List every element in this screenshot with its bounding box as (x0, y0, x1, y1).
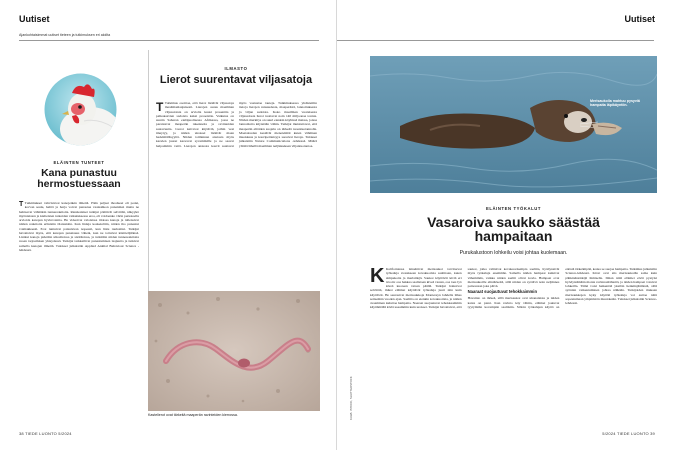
otter-subheading: Naaraat suojautuvat tehokkaimmin (467, 289, 538, 295)
worm-caption: Kastelierot ovat tärkeitä maaperän ravinteiden kierrossa. (148, 413, 238, 417)
chicken-kicker: ELÄINTEN TUNTEET (53, 160, 105, 165)
top-rule-right (337, 40, 654, 41)
column-divider (148, 50, 149, 310)
chicken-photo (44, 73, 117, 146)
chicken-headline: Kana punastuu hermostuessaan (37, 167, 121, 190)
folio-left: 38 TIEDE LUONTO 5/2024 (19, 431, 72, 436)
otter-body: K Kaliforniassa lainehtivat merisaukot tarvitsevat työkaluja avatakseen kovakuorisia saaliitaan, kuten simpukoita ja merisiilejä. Saukot käyttävät kiviä eri tavoin: osa hakkaa saalistaan kiveä vasten, osa taas lyö kiveä kuoreen vatsan päällä. Tutkijat halusivat selvittää, miksi eläimet käyttävät työkaluja juuri niin kuin käyttävät. He seurasivat merisaukkoja Montereyn lahdella lähes seitsemän vuoden ajan. Saaliita on etenkin kovakuorisia, ja niiden avaaminen kuluttaa hampaita. Naaraat suojautuvat tehokkaammin käyttämällä kiviä useammin kuin urokset. Tutkijat havaitsivat, että saukot, jotka valitsivat kovakuorisempia saaliita, hyödynsivät myös työkaluja enemmän. Samalla niiden hampaat kuluivat vähemmän, vaikka niiden saaliit olivat kovia. Hampaat ovat merisaukoille elintärkeitä, sillä niiden on syötävä noin neljännes painostaan joka päivä. Naaraat suojautuvat tehokkaimmin Havainto on tärkeä, sillä merisaukot ovat uhanalaisia ja niiden kanta on pieni. Kun ravinto käy vähiin, eläimet joutuvat tyytymään kovempiin saaliisiin. Silloin työkalujen käyttö on entistä tärkeämpää, koska se suojaa hampaita. Tutkimus julkaistiin Science-lehdessä. Kivet ovat siis merisaukoille sama kuin pähkinänsärkijä ihmiselle. Ilman niitä eläimet eivät pystyisi hyödyntämään monia ravinnonlähteitä, ja niiden hampaat voisivat lohkeilla. Tämä voisi heikentää yksilön henkiinjäämistä, sillä syönnin vaikeutuminen johtaa nälkään. Tutkijoiden mukaan merisaukkojen kyky käyttää työkaluja voi auttaa niitä sopeutumaan ympäristön muutoksiin. Tulokset julkaistiin Science-lehdessä. (370, 267, 657, 310)
folio-right: 5/2024 TIEDE LUONTO 39 (602, 431, 655, 436)
earthworm-photo (148, 291, 320, 411)
photo-credit: KUVA: ISTOCK, SHUTTERSTOCK (349, 376, 353, 420)
right-page (337, 0, 674, 450)
section-title-left: Uutiset (19, 14, 50, 24)
worm-kicker: ILMASTO (224, 66, 248, 71)
section-title-right: Uutiset (624, 14, 655, 24)
worm-body: T Tutkimus osoittaa, että lierot lisäävät viljasatoja maailmanlaajuisesti. Lierojen osuus maailman viljasatoista on arviolta kuusi prosenttia ja palkokasvien sadoista kaksi prosenttia. Vaikutus on suurin Saharan eteläpuolisessa Afrikassa, jossa ne parantavat maaperän rakennetta ja ravinteiden saatavuutta. Lierot kaivavat käytäviä, joihin vesi imeytyy, ja niiden ulosteet lisäävät maan hedelmällisyyttä. Niiden toiminnan ansiosta myös kasvien juuret kasvavat syvemmälle ja ne saavat helpommin vettä. Lierojen ansiosta kasvit saattavat myös vastustaa tauteja. Tutkimuksessa yhdistettiin tietoja lierojen runsaudesta, maaperästä, lannoituksesta ja viljan sadoista. Koko maailman vuotuisesta viljasadosta lierot tuottavat noin 140 miljoonaa tonnia. Niiden merkitys on suuri etenkin köyhissä maissa, joissa lannoitteita käytetään vähän. Tutkijat muistuttavat, että maaperän eliöiden suojelu on tärkeää ruoantuotannolle. Maatalouden kestävät menetelmät kuten vähäinen muokkaus ja kasvipeitteisyys suosivat lieroja. Tulokset julkaistiin Nature Communications -lehdessä. Määrä ylittää lähellä maailman neljänneksen viljantuotantoa. (156, 101, 317, 148)
top-rule-left (19, 40, 319, 41)
otter-body-text: Kaliforniassa lainehtivat merisaukot tarvitsevat työkaluja avatakseen kovakuorisia saaliitaan, kuten simpukoita ja merisiilejä. Saukot käyttävät kiviä eri tavoin: osa hakkaa saalistaan kiveä vasten, osa taas lyö kiveä kuoreen vatsan päällä. Tutkijat halusivat selvittää, miksi eläimet käyttävät työkaluja juuri niin kuin käyttävät. He seurasivat merisaukkoja Montereyn lahdella lähes seitsemän vuoden ajan. Saaliita on etenkin kovakuorisia, ja niiden avaaminen kuluttaa hampaita. Naaraat suojautuvat tehokkaammin käyttämällä kiviä useammin kuin urokset. Tutkijat havaitsivat, että saukot, jotka valitsivat kovakuorisempia saaliita, hyödynsivät myös työkaluja enemmän. Samalla niiden hampaat kuluivat vähemmän, vaikka niiden saaliit olivat kovia. Hampaat ovat merisaukoille elintärkeitä, sillä niiden on syötävä noin neljännes painostaan joka päivä. (370, 267, 560, 310)
left-page (0, 0, 336, 450)
sea-otter-photo (370, 56, 657, 193)
otter-standfirst: Purukalustoon lohkeilu voisi johtaa kuolemaan. (459, 250, 568, 256)
otter-image-caption: Merisaukolla mahtuu pysyviä hampaita läpikäyntiin. (590, 99, 640, 107)
worm-headline: Lierot suurentavat viljasatoja (159, 74, 313, 86)
otter-body-text-2: Havainto on tärkeä, sillä merisaukot ovat uhanalaisia ja niiden kanta on pieni. Kun ravinto käy vähiin, eläimet joutuvat tyytymään kovempiin saaliisiin. Silloin työkalujen käyttö on entistä tärkeämpää, koska se suojaa hampaita. Tutkimus julkaistiin Science-lehdessä. Kivet ovat siis merisaukoille sama kuin pähkinänsärkijä ihmiselle. Ilman niitä eläimet eivät pystyisi hyödyntämään monia ravinnonlähteitä, ja niiden hampaat voisivat lohkeilla. Tämä voisi heikentää yksilön henkiinjäämistä, sillä syönnin vaikeutuminen johtaa nälkään. Tutkijoiden mukaan merisaukkojen kyky käyttää työkaluja voi auttaa niitä sopeutumaan ympäristön muutoksiin. Tulokset julkaistiin Science-lehdessä. (467, 267, 657, 309)
chicken-body: T Tutkimukset vahvistavat kanojenkin ilmeitä. Pään paljaat ihoalueet eli poski, korvan seutu, helttä ja harja voivat punastua vaaleahkon punaisiksi mutta ne hehtaavat vähitäkin tunnereaktioita. Ranskalaiset tutkijat päättivät selvittää, näkyykö myönteisten ja kielteisten tunteiden vaikutuksessa eroa, eli voidaanko värin perusteella arvioida kanojen hyvinvointia. He videoivat valoisissa tiloissa kanoja ja tallensivat niiden reaktioita erilaisiin tilanteisiin. Kun lintuja kosketeltiin, niiden iho punastui voimakkaasti. Erot tuntuivat palautuvan nopeasti, kun lintu rauhoittui. Tutkijat havaitsivat myös, että kanojen punaisuus väheni, kun ne tottuivat käsittelijäänsä. Lisäksi kanoja pidettiin ulkotiloissa ja sisätiloissa, ja tutkittiin niiden tunnereaktioita ruoan tarjoamisen yhteydessä. Tutkijat tarkkailivat punastumisen laajuutta ja tutkivat samalla kanojen ilmeitä. Tulokset julkaistiin Applied Animal Behaviour Science -lehdessä. (19, 201, 139, 252)
chicken-body-text: Tutkimukset vahvistavat kanojenkin ilmeitä. Pään paljaat ihoalueet eli poski, korvan seutu, helttä ja harja voivat punastua vaaleahkon punaisiksi mutta ne hehtaavat vähitäkin tunnereaktioita. Ranskalaiset tutkijat päättivät selvittää, näkyykö myönteisten ja kielteisten tunteiden vaikutuksessa eroa, eli voidaanko värin perusteella arvioida kanojen hyvinvointia. He videoivat valoisissa tiloissa kanoja ja tallensivat niiden reaktioita erilaisiin tilanteisiin. Kun lintuja kosketeltiin, niiden iho punastui voimakkaasti. Erot tuntuivat palautuvan nopeasti, kun lintu rauhoittui. Tutkijat havaitsivat myös, että kanojen punaisuus väheni, kun ne tottuivat käsittelijäänsä. Lisäksi kanoja pidettiin ulkotiloissa ja sisätiloissa, ja tutkittiin niiden tunnereaktioita ruoan tarjoamisen yhteydessä. Tutkijat tarkkailivat punastumisen laajuutta ja tutkivat samalla kanojen ilmeitä. Tulokset julkaistiin Applied Animal Behaviour Science -lehdessä. (19, 201, 139, 252)
otter-headline: Vasaroiva saukko säästää hampaitaan (427, 214, 600, 245)
worm-body-text: Tutkimus osoittaa, että lierot lisäävät viljasatoja maailmanlaajuisesti. Lierojen osuus maailman viljasatoista on arviolta kuusi prosenttia ja palkokasvien sadoista kaksi prosenttia. Vaikutus on suurin Saharan eteläpuolisessa Afrikassa, jossa ne parantavat maaperän rakennetta ja ravinteiden saatavuutta. Lierot kaivavat käytäviä, joihin vesi imeytyy, ja niiden ulosteet lisäävät maan hedelmällisyyttä. Niiden toiminnan ansiosta myös kasvien juuret kasvavat syvemmälle ja ne saavat helpommin vettä. Lierojen ansiosta kasvit saattavat myös vastustaa tauteja. Tutkimuksessa yhdistettiin tietoja lierojen runsaudesta, maaperästä, lannoituksesta ja viljan sadoista. Koko maailman vuotuisesta viljasadosta lierot tuottavat noin 140 miljoonaa tonnia. Niiden merkitys on suuri etenkin köyhissä maissa, joissa lannoitteita käytetään vähän. Tutkijat muistuttavat, että maaperän eliöiden suojelu on tärkeää ruoantuotannolle. Maatalouden kestävät menetelmät kuten vähäinen muokkaus ja kasvipeitteisyys suosivat lieroja. Tulokset julkaistiin Nature Communications -lehdessä. Määrä ylittää lähellä maailman neljänneksen viljantuotantoa. (156, 101, 317, 148)
section-subhead: Ajankohtaisimmat uutiset tieteen ja tutkimuksen eri aloilta (19, 33, 111, 37)
otter-kicker: ELÄINTEN TYÖKALUT (485, 206, 542, 211)
